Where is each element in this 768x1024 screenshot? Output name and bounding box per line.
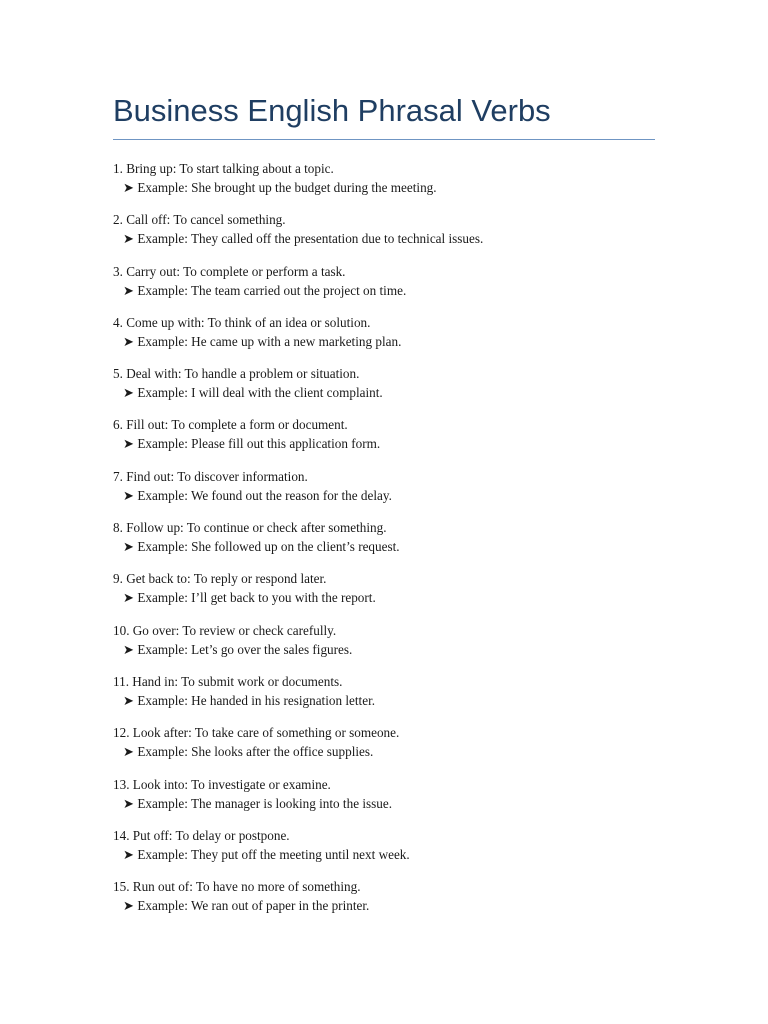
item-definition: 7. Find out: To discover information. bbox=[113, 468, 308, 484]
item-example: ➤ Example: They called off the presentation due to technical issues. bbox=[123, 231, 484, 247]
item-definition: 3. Carry out: To complete or perform a task. bbox=[113, 263, 346, 279]
list-item bbox=[113, 569, 673, 620]
item-definition: 13. Look into: To investigate or examine. bbox=[113, 776, 331, 792]
item-example: ➤ Example: I’ll get back to you with the report. bbox=[123, 590, 376, 606]
item-definition: 4. Come up with: To think of an idea or solution. bbox=[113, 314, 371, 330]
phrasal-verb-list bbox=[113, 159, 673, 928]
list-item bbox=[113, 467, 673, 518]
item-example: ➤ Example: She brought up the budget during the meeting. bbox=[123, 180, 437, 195]
list-item bbox=[113, 877, 673, 928]
item-example: ➤ Example: She followed up on the client’s request. bbox=[123, 539, 400, 555]
item-definition: 8. Follow up: To continue or check after something. bbox=[113, 520, 387, 536]
item-example: ➤ Example: Let’s go over the sales figures. bbox=[123, 641, 353, 657]
item-example: ➤ Example: She looks after the office supplies. bbox=[123, 744, 374, 760]
list-item bbox=[113, 826, 673, 877]
item-definition: 11. Hand in: To submit work or documents. bbox=[113, 673, 343, 689]
item-example: ➤ Example: They put off the meeting until next week. bbox=[123, 846, 410, 862]
item-definition: 15. Run out of: To have no more of something. bbox=[113, 879, 361, 895]
item-definition: 5. Deal with: To handle a problem or situation. bbox=[113, 366, 360, 382]
item-example: ➤ Example: He handed in his resignation letter. bbox=[123, 692, 376, 708]
item-definition: 10. Go over: To review or check carefully. bbox=[113, 622, 337, 638]
list-item bbox=[113, 364, 673, 415]
list-item bbox=[113, 775, 673, 826]
list-item bbox=[113, 621, 673, 672]
item-definition: 12. Look after: To take care of something or someone. bbox=[113, 725, 400, 741]
list-item bbox=[113, 415, 673, 466]
list-item bbox=[113, 262, 673, 313]
item-definition: 9. Get back to: To reply or respond later. bbox=[113, 571, 327, 587]
item-definition: 14. Put off: To delay or postpone. bbox=[113, 827, 290, 843]
item-definition: 2. Call off: To cancel something. bbox=[113, 212, 286, 228]
item-example: ➤ Example: We ran out of paper in the printer. bbox=[123, 898, 370, 914]
item-example: ➤ Example: He came up with a new marketing plan. bbox=[123, 333, 402, 349]
page-title: Business English Phrasal Verbs bbox=[113, 93, 551, 128]
list-item bbox=[113, 159, 673, 210]
item-example: ➤ Example: Please fill out this application form. bbox=[123, 436, 381, 452]
list-item bbox=[113, 313, 673, 364]
list-item bbox=[113, 672, 673, 723]
list-item bbox=[113, 723, 673, 774]
title-underline bbox=[113, 139, 655, 140]
item-example: ➤ Example: The manager is looking into the issue. bbox=[123, 795, 393, 811]
item-example: ➤ Example: The team carried out the project on time. bbox=[123, 282, 407, 298]
item-definition: 1. Bring up: To start talking about a topic. bbox=[113, 161, 334, 176]
list-item bbox=[113, 518, 673, 569]
item-example: ➤ Example: We found out the reason for the delay. bbox=[123, 487, 392, 503]
item-example: ➤ Example: I will deal with the client complaint. bbox=[123, 385, 383, 401]
item-definition: 6. Fill out: To complete a form or document. bbox=[113, 417, 348, 433]
list-item bbox=[113, 210, 673, 261]
